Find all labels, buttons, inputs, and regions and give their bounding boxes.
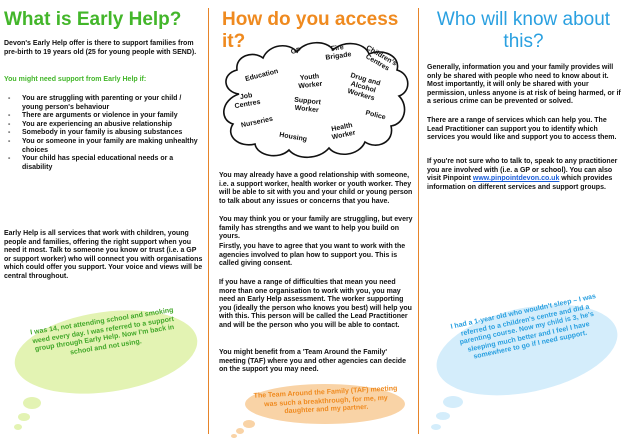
who-will-know-paragraph-1: Generally, information you and your family provides will only be shared with people who need to know about it. Most importantly, it will only be shared with your permission, unless anyone is at risk of being harmed, or if a serious crime can be prevented or solved. [427, 64, 621, 106]
orange-bubble-quote: The Team Around the Family (TAF) meeting was such a breakthrough, for me, my daughter and my partner. [253, 385, 398, 416]
early-help-paragraph [4, 230, 204, 282]
access-title: How do you access it? [222, 9, 399, 52]
early-help-bullet-list [4, 95, 200, 172]
title-line: Who will know about [436, 9, 611, 30]
list-item: - You are experiencing an abusive relationship [4, 121, 200, 130]
early-help-subheading: You might need support from Early Help if: [4, 76, 147, 83]
green-bubble-quote: I was 14, not attending school and smoking weed every day. I was referred to a support group through Early Help. Now I'm back in school and not using. [29, 306, 175, 356]
who-will-know-title [419, 9, 628, 53]
paragraph-text: Early Help is [4, 230, 48, 237]
pinpoint-link[interactable]: www.pinpointdevon.co.uk [472, 175, 560, 183]
paragraph-text: If you're not sure who to talk to, speak to any practitioner you are involved with (i.e. a GP or school). You can also visit Pinpoint [427, 158, 618, 183]
cloud-word-health-worker: Health Worker [330, 121, 357, 142]
list-item: - You are struggling with parenting or your child / young person's behaviour [4, 95, 200, 112]
list-item: - You or someone in your family are making unhealthy choices [4, 138, 200, 155]
early-help-column [0, 0, 208, 440]
access-paragraph-2: You may think you or your family are struggling, but every family has strengths and we want to help you build on yours. [219, 216, 413, 241]
paragraph-text: which provides information on different services and support groups. [427, 175, 613, 191]
access-column [209, 0, 418, 440]
early-help-intro: Devon's Early Help offer is there to support families from pre-birth to 19 years old (25 for young people with SEND). [4, 40, 197, 56]
title-line: this? [503, 31, 544, 52]
who-will-know-paragraph-3 [427, 158, 623, 192]
cloud-word-support-worker: Support Worker [293, 96, 322, 115]
list-item: - There are arguments or violence in your family [4, 112, 200, 121]
cloud-word-childrens-centres: Children's Centres [364, 44, 398, 73]
cloud-word-youth-worker: Youth Worker [298, 73, 323, 91]
cloud-word-gp: GP [290, 47, 302, 56]
cloud-word-fire-brigade: Fire Brigade [325, 44, 352, 62]
list-item: - Somebody in your family is abusing substances [4, 129, 200, 138]
paragraph-emphasis: all services [47, 230, 86, 237]
paragraph-text: that work with children, young people and families, offering the right support when you need it most. Talk to someone you know or trust (i.e. a GP or support worker) who will connect you with organisations which could offer you support. Your voice and views will be central throughout. [4, 230, 203, 280]
who-will-know-column [419, 0, 628, 440]
who-will-know-paragraph-2: There are a range of services which can help you. The Lead Practitioner can support you to identify which services you would like and support you to access them. [427, 117, 617, 142]
list-item: - Your child has special educational needs or a disability [4, 155, 200, 172]
access-paragraph-5: You might benefit from a 'Team Around the Family' meeting (TAF) where you and other agencies can decide on the support you may need. [219, 349, 406, 374]
cloud-word-police: Police [364, 109, 387, 122]
early-help-title: What is Early Help? [4, 9, 182, 30]
cloud-word-job-centres: Job Centres [234, 92, 262, 111]
blue-bubble-quote: I had a 1-year old who wouldn't sleep – I was referred to a children's centre and did a parenting course. Now my child is 3, he's sleeping much better and I feel I have somewhere to go if I need support. [450, 293, 597, 361]
access-paragraph-3: Firstly, you have to agree that you want to work with the agencies involved to plan how to support you. This is called giving consent. [219, 243, 406, 268]
cloud-word-drug-alcohol-workers: Drug and Alcohol Workers [346, 72, 382, 103]
cloud-word-housing: Housing [278, 131, 308, 144]
access-paragraph-4: If you have a range of difficulties that mean you need more than one organisation to work with you, you may need an Early Help assessment. The worker supporting you (ideally the person who knows you best) will help you with this. This person will be called the Lead Practitioner and will be the person who you will be able to contact. [219, 279, 412, 329]
cloud-word-education: Education [244, 68, 280, 84]
access-paragraph-1: You may already have a good relationship with someone, i.e. a support worker, health worker or youth worker. They will be able to sit with you and your child or young person to talk about any issues or concerns that you have. [219, 172, 413, 205]
cloud-word-nurseries: Nurseries [240, 115, 274, 130]
